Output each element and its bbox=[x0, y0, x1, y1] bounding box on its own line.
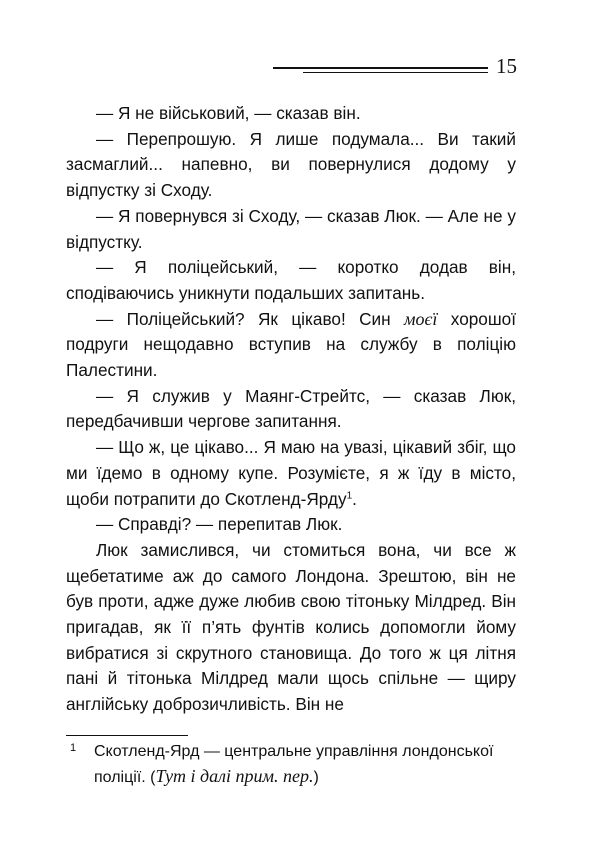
header-rule-thin bbox=[303, 72, 488, 73]
footnote-reference: 1 bbox=[346, 489, 353, 501]
paragraph bbox=[66, 435, 516, 512]
footnote-mark: 1 bbox=[70, 742, 77, 754]
footnote-text-part: Скотленд-Ярд — центральне управління лондонської поліції. ( bbox=[94, 743, 494, 786]
paragraph-text: хорошої подруги нещодавно вступив на службу в поліцію Палестини. bbox=[66, 308, 516, 381]
page-number: 15 bbox=[496, 54, 517, 78]
paragraph: — Я поліцейський, — коротко додав він, сподіваючись уникнути подальших запитань. bbox=[66, 257, 516, 303]
paragraph-text: — Поліцейський? Як цікаво! Син bbox=[96, 308, 405, 329]
footnote-emphasis: Тут і далі прим. пер. bbox=[155, 766, 314, 786]
paragraph bbox=[66, 307, 516, 384]
paragraph: — Перепрошую. Я лише подумала... Ви такий засмаглий... напевно, ви повернулися додому у відпустку зі Сходу. bbox=[66, 128, 516, 201]
paragraph-text: . bbox=[352, 488, 357, 509]
paragraph: — Я не військовий, — сказав він. bbox=[96, 103, 361, 123]
body-text bbox=[66, 101, 516, 718]
paragraph: Люк замислився, чи стомиться вона, чи все ж щебетатиме аж до самого Лондона. Зрештою, він не був проти, адже дуже любив свою тітоньку Мілдред. Він пригадав, як її п’ять фунтів колись допомогли йому вибратися зі скрутного становища. До того ж ця літня пані й тітонька Мілдред мали щось спільне — щиру англійську доброзичливість. Він не bbox=[66, 539, 516, 715]
footnote-rule bbox=[66, 735, 188, 736]
header-rule-thick bbox=[273, 67, 488, 69]
paragraph: — Я повернувся зі Сходу, — сказав Люк. — Але не у відпустку. bbox=[66, 205, 516, 252]
footnote bbox=[66, 740, 518, 790]
emphasis-text: моєї bbox=[404, 308, 438, 329]
paragraph: — Я служив у Маянг-Стрейтс, — сказав Люк, передбачивши чергове запитання. bbox=[66, 385, 516, 432]
header-rule bbox=[273, 67, 488, 74]
paragraph-text: — Що ж, це цікаво... Я маю на увазі, цікавий збіг, що ми їдемо в одному купе. Розумієте, я ж їду в місто, щоби потрапити до Скотленд-Ярду bbox=[66, 437, 516, 509]
footnote-text bbox=[94, 740, 518, 790]
footnote-text-part: ) bbox=[313, 769, 319, 786]
paragraph: — Справді? — перепитав Люк. bbox=[96, 514, 343, 535]
